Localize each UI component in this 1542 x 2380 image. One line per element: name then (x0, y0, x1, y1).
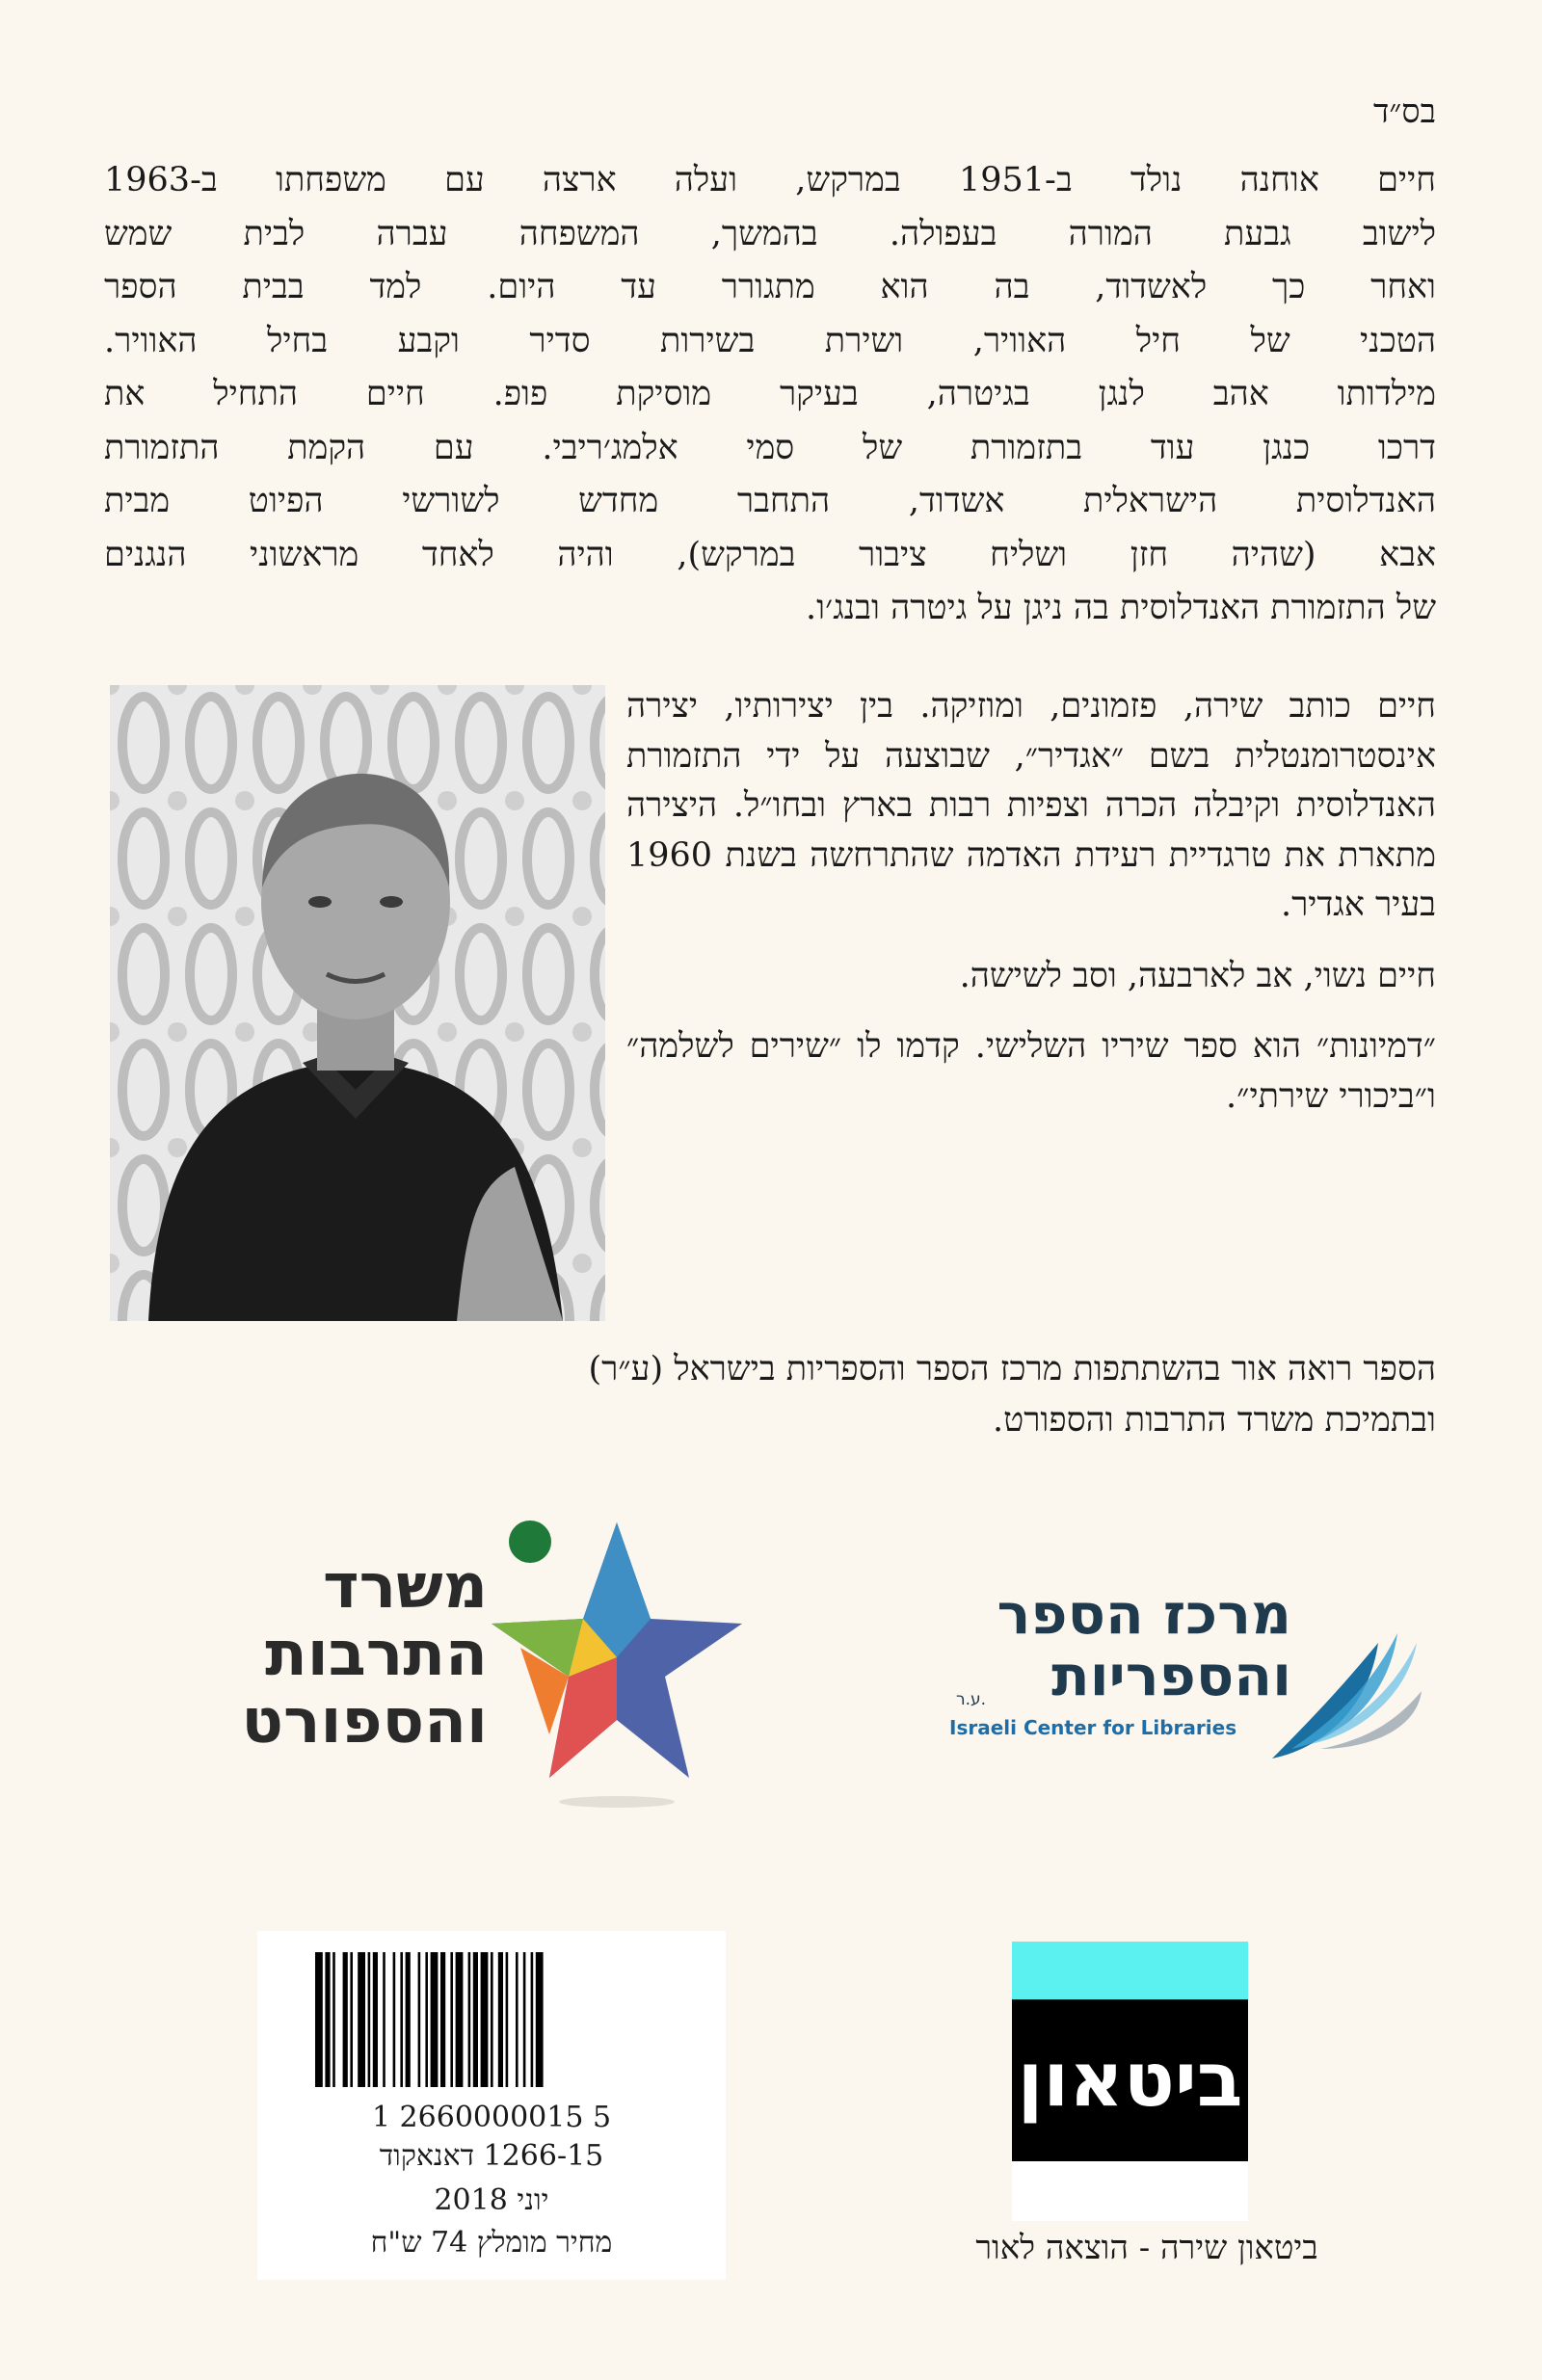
libraries-english-name: Israeli Center for Libraries (949, 1716, 1237, 1739)
publisher-logo-bottom-band (1012, 2161, 1248, 2221)
bsd-header: בס״ד (1373, 93, 1436, 131)
bio-line: אבא (שהיה חזן ושליח ציבור במרקש), והיה לאחד מראשוני הנגנים (104, 535, 1436, 574)
ministry-line-2: התרבות (265, 1619, 488, 1690)
bio-line: הטכני של חיל האוויר, ושירת בשירות סדיר וקבע בחיל האוויר. (104, 321, 1436, 360)
bio-books-paragraph: ״דמיונות״ הוא ספר שיריו השלישי. קדמו לו ״שירים לשלמה״ ו״ביכורי שירתי״. (626, 1027, 1436, 1116)
support-line-1: הספר רואה אור בהשתתפות מרכז הספר והספריות בישראל (ע״ר) (588, 1350, 1436, 1388)
support-line-2: ובתמיכת משרד התרבות והספורט. (992, 1401, 1436, 1440)
barcode-date: יוני 2018 (434, 2183, 549, 2217)
ministry-line-3: והספורט (241, 1686, 488, 1758)
publisher-logo (1012, 1942, 1248, 2221)
libraries-line-2: והספריות (1051, 1643, 1291, 1708)
ministry-logo-text (189, 1553, 488, 1756)
bio-line: לישוב גבעת המורה בעפולה. בהמשך, המשפחה עברה לבית שמש (104, 214, 1436, 253)
barcode-number: 1 2660000015 5 (371, 2101, 612, 2134)
author-photo (110, 685, 605, 1321)
barcode-danacode: 1266-15 דאנאקוד (379, 2139, 604, 2173)
publisher-logo-top-band (1012, 1942, 1248, 1999)
bio-line: האנדלוסית הישראלית אשדוד, התחבר מחדש לשורשי הפיוט מבית (104, 482, 1436, 520)
libraries-line-1: מרכז הספר (997, 1581, 1291, 1647)
bio-line: מילדותו אהב לנגן בגיטרה, בעיקר מוסיקת פופ. חיים התחיל את (104, 375, 1436, 413)
barcode-icon (315, 1952, 672, 2087)
barcode-price: מחיר מומלץ 74 ש"ח (370, 2226, 613, 2260)
support-statement (104, 1344, 1436, 1446)
bio-column (626, 682, 1436, 1143)
ministry-star-logo (482, 1513, 752, 1811)
bio-line: ואחר כך לאשדוד, בה הוא מתגורר עד היום. למד בבית הספר (104, 268, 1436, 306)
libraries-wing-logo (1263, 1604, 1426, 1768)
bio-works-paragraph: חיים כותב שירה, פזמונים, ומוזיקה. בין יצירותיו, יצירה אינסטרומנטלית בשם ״אגדיר״, שבוצעה על ידי התזמורת האנדלוסית וקיבלה הכרה וצפיות רבות בארץ ובחו״ל. היצירה מתארת את טרגדיית רעידת האדמה שהתרחשה בשנת 1960 בעיר אגדיר. (626, 687, 1436, 924)
ministry-line-1: משרד (323, 1551, 488, 1623)
libraries-er-label: ע.ר. (956, 1690, 987, 1709)
libraries-logo-text (944, 1583, 1291, 1706)
bio-line: חיים אוחנה נולד ב-1951 במרקש, ועלה ארצה עם משפחתו ב-1963 (104, 161, 1436, 199)
bio-line: של התזמורת האנדלוסית בה ניגן על גיטרה ובנג׳ו. (806, 589, 1436, 627)
bio-family-paragraph: חיים נשוי, אב לארבעה, וסב לשישה. (959, 956, 1436, 995)
bio-paragraph (104, 154, 1436, 636)
bio-line: דרכו כנגן עוד בתזמורת של סמי אלמג׳ריבי. עם הקמת התזמורת (104, 428, 1436, 467)
publisher-logo-text: ביטאון (1017, 2037, 1243, 2124)
publisher-caption: ביטאון שירה - הוצאה לאור (975, 2229, 1318, 2267)
barcode-label (257, 1931, 726, 2280)
